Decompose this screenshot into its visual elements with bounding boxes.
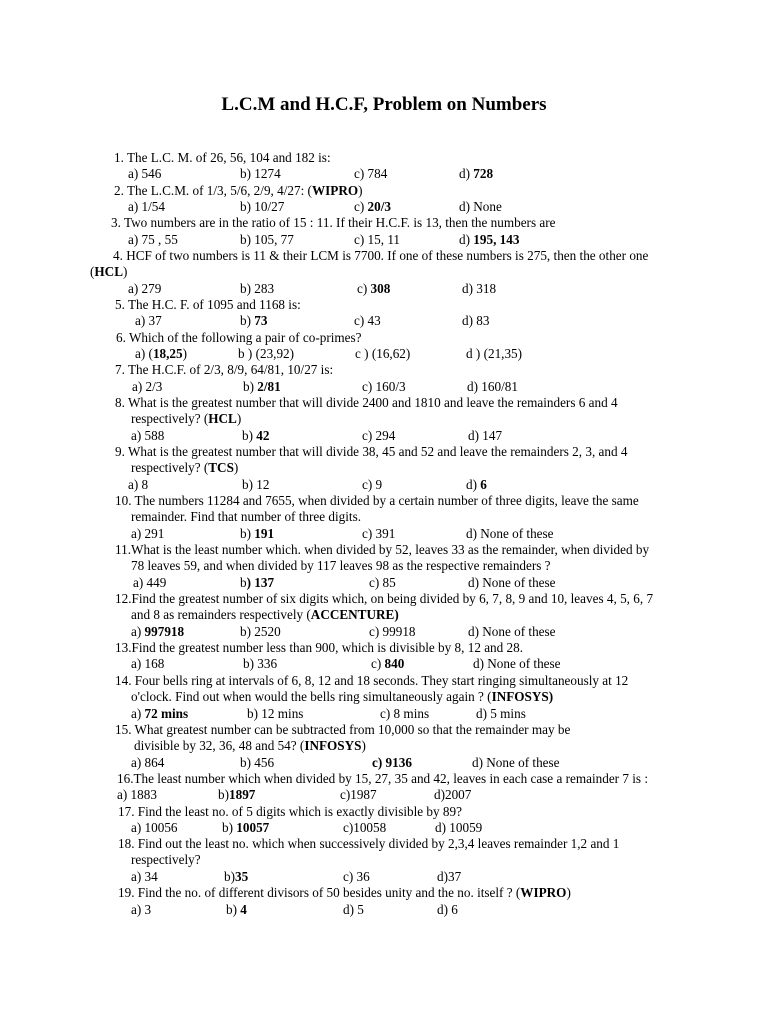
text: a) 1/54 <box>128 199 165 214</box>
question-text-8a <box>115 395 618 411</box>
answer-option-8b <box>242 428 269 444</box>
text: c) 294 <box>362 428 396 443</box>
bold-text: 20/3 <box>367 199 391 214</box>
text: a) 37 <box>135 313 162 328</box>
text: c) <box>357 281 371 296</box>
question-text-12a <box>115 591 653 607</box>
text: b) <box>218 787 229 802</box>
answer-option-10d <box>466 526 554 542</box>
bold-text: TCS <box>208 460 234 475</box>
answer-option-11b <box>240 575 274 591</box>
answer-option-14a <box>131 706 188 722</box>
question-text-4b <box>90 264 127 280</box>
question-text-9b <box>131 460 238 476</box>
answer-option-4d <box>462 281 496 297</box>
answer-option-15d <box>472 755 560 771</box>
bold-text: 840 <box>384 656 405 671</box>
text: and 8 as remainders respectively ( <box>131 607 311 622</box>
text: c) 43 <box>354 313 381 328</box>
text: b) <box>242 428 257 443</box>
answer-option-1b <box>240 166 281 182</box>
bold-text: 308 <box>370 281 391 296</box>
bold-text: HCL <box>208 411 237 426</box>
answer-option-19c <box>343 902 364 918</box>
bold-text: 2/81 <box>257 379 281 394</box>
bold-text: ACCENTURE) <box>310 607 399 622</box>
answer-option-9c <box>362 477 382 493</box>
question-text-9a <box>115 444 627 460</box>
answer-option-2a <box>128 199 165 215</box>
answer-option-1a <box>128 166 161 182</box>
answer-option-10b <box>240 526 274 542</box>
question-text-11a <box>115 542 649 558</box>
text: d) None <box>459 199 502 214</box>
text: c) 15, 11 <box>354 232 401 247</box>
question-text-18a <box>118 836 619 852</box>
text: d) 147 <box>468 428 503 443</box>
answer-option-7c <box>362 379 406 395</box>
question-text-17 <box>118 804 462 820</box>
question-text-13 <box>115 640 523 656</box>
text: a) 34 <box>131 869 158 884</box>
answer-option-15b <box>240 755 274 771</box>
text: 2. The L.C.M. of 1/3, 5/6, 2/9, 4/27: ( <box>114 183 312 198</box>
question-text-1 <box>114 150 331 166</box>
text: d ) (21,35) <box>466 346 523 361</box>
bold-text: 195, 143 <box>473 232 520 247</box>
bold-text: ) 137 <box>246 575 275 590</box>
text: a) ( <box>135 346 153 361</box>
text: b) 2520 <box>240 624 281 639</box>
text: c) 160/3 <box>362 379 406 394</box>
text: d)2007 <box>434 787 472 802</box>
bold-text: 191 <box>254 526 275 541</box>
text: c)10058 <box>343 820 387 835</box>
text: b) <box>240 313 255 328</box>
text: d) 6 <box>437 902 458 917</box>
answer-option-16c <box>340 787 377 803</box>
text: d) None of these <box>466 526 554 541</box>
text: ) <box>233 460 239 475</box>
text: d) None of these <box>473 656 561 671</box>
text: 3. Two numbers are in the ratio of 15 : 11. If their H.C.F. is 13, then the numbers are <box>111 215 556 230</box>
text: a) 546 <box>128 166 162 181</box>
text: a) 291 <box>131 526 165 541</box>
answer-option-13b <box>243 656 277 672</box>
answer-option-3d <box>459 232 519 248</box>
bold-text: INFOSYS <box>304 738 362 753</box>
answer-option-12c <box>369 624 416 640</box>
text: c) <box>354 199 368 214</box>
text: respectively? ( <box>131 460 209 475</box>
text: ) <box>358 183 363 198</box>
text: 9. What is the greatest number that will divide 38, 45 and 52 and leave the remainders 2, 3, and 4 <box>115 444 628 459</box>
question-text-16 <box>117 771 648 787</box>
text: d) <box>466 477 481 492</box>
text: 17. Find the least no. of 5 digits which is exactly divisible by 89? <box>118 804 462 819</box>
answer-option-18c <box>343 869 370 885</box>
text: b) <box>240 526 255 541</box>
text: b) 283 <box>240 281 275 296</box>
text: 6. Which of the following a pair of co-primes? <box>116 330 362 345</box>
question-text-14b <box>131 689 553 705</box>
text: a) 279 <box>128 281 162 296</box>
question-text-10b <box>131 509 361 525</box>
answer-option-1c <box>354 166 387 182</box>
question-text-19 <box>118 885 571 901</box>
bold-text: INFOSYS) <box>491 689 554 704</box>
bold-text: 728 <box>473 166 494 181</box>
answer-option-2d <box>459 199 502 215</box>
text: b) 336 <box>243 656 278 671</box>
text: c) 784 <box>354 166 388 181</box>
question-text-15a <box>115 722 570 738</box>
text: 5. The H.C. F. of 1095 and 1168 is: <box>115 297 301 312</box>
text: c) 36 <box>343 869 370 884</box>
text: a) 2/3 <box>132 379 163 394</box>
answer-option-8c <box>362 428 395 444</box>
text: b) 456 <box>240 755 275 770</box>
text: ( <box>90 264 95 279</box>
text: d) 5 mins <box>476 706 526 721</box>
bold-text: WIPRO <box>520 885 567 900</box>
text: d) None of these <box>472 755 560 770</box>
answer-option-5c <box>354 313 381 329</box>
text: 14. Four bells ring at intervals of 6, 8, 12 and 18 seconds. They start ringing simultaneously at 12 <box>115 673 629 688</box>
question-text-18b <box>131 852 201 868</box>
text: a) 75 , 55 <box>128 232 178 247</box>
text: d) 10059 <box>435 820 483 835</box>
bold-text: 72 mins <box>144 706 189 721</box>
text: b ) (23,92) <box>238 346 295 361</box>
text: a) 168 <box>131 656 165 671</box>
answer-option-10c <box>362 526 395 542</box>
text: c) 85 <box>369 575 396 590</box>
answer-option-10a <box>131 526 164 542</box>
question-text-10a <box>115 493 639 509</box>
text: c) 9 <box>362 477 383 492</box>
answer-option-4b <box>240 281 274 297</box>
answer-option-6c <box>355 346 410 362</box>
bold-text: 18,25 <box>152 346 183 361</box>
answer-option-18d <box>437 869 461 885</box>
answer-option-3c <box>354 232 400 248</box>
answer-option-7d <box>467 379 518 395</box>
bold-text: 997918 <box>144 624 185 639</box>
text: a) 3 <box>131 902 152 917</box>
text: d) 83 <box>462 313 490 328</box>
answer-option-12d <box>468 624 556 640</box>
text: ) <box>182 346 188 361</box>
text: d) 160/81 <box>467 379 518 394</box>
answer-option-3a <box>128 232 178 248</box>
answer-option-12b <box>240 624 281 640</box>
text: 18. Find out the least no. which when successively divided by 2,3,4 leaves remainder 1,2 and 1 <box>118 836 620 851</box>
answer-option-8a <box>131 428 164 444</box>
answer-option-14c <box>380 706 429 722</box>
answer-option-15c <box>372 755 412 771</box>
answer-option-16d <box>434 787 471 803</box>
text: respectively? ( <box>131 411 209 426</box>
text: ) <box>361 738 366 753</box>
bold-text: 6 <box>480 477 487 492</box>
text: d) <box>459 166 474 181</box>
page-title: L.C.M and H.C.F, Problem on Numbers <box>221 94 547 115</box>
text: a) <box>131 624 145 639</box>
answer-option-17c <box>343 820 386 836</box>
text: ) <box>566 885 571 900</box>
text: 1. The L.C. M. of 26, 56, 104 and 182 is: <box>114 150 331 165</box>
answer-option-11c <box>369 575 396 591</box>
question-text-3 <box>111 215 555 231</box>
question-text-14a <box>115 673 628 689</box>
bold-text: WIPRO <box>311 183 359 198</box>
question-text-8b <box>131 411 241 427</box>
answer-option-19a <box>131 902 151 918</box>
text: b) 12 mins <box>247 706 304 721</box>
bold-text: 35 <box>235 869 249 884</box>
answer-option-11a <box>133 575 166 591</box>
bold-text: 10057 <box>236 820 270 835</box>
text: a) 449 <box>133 575 167 590</box>
bold-text: 42 <box>256 428 270 443</box>
text: a) 864 <box>131 755 165 770</box>
text: c) 8 mins <box>380 706 430 721</box>
text: o'clock. Find out when would the bells ring simultaneously again ? ( <box>131 689 492 704</box>
answer-option-19d <box>437 902 458 918</box>
text: 4. HCF of two numbers is 11 & their LCM is 7700. If one of these numbers is 275, then the other one <box>113 248 649 263</box>
text: 19. Find the no. of different divisors of 50 besides unity and the no. itself ? ( <box>118 885 521 900</box>
text: 13.Find the greatest number less than 900, which is divisible by 8, 12 and 28. <box>115 640 524 655</box>
answer-option-17b <box>222 820 269 836</box>
answer-option-9b <box>242 477 269 493</box>
text: a) 1883 <box>117 787 157 802</box>
text: d) 5 <box>343 902 364 917</box>
answer-option-4c <box>357 281 390 297</box>
answer-option-13c <box>371 656 404 672</box>
answer-option-15a <box>131 755 164 771</box>
answer-option-3b <box>240 232 294 248</box>
question-text-11b <box>131 558 551 574</box>
text: a) <box>131 706 145 721</box>
answer-option-16a <box>117 787 157 803</box>
question-text-15b <box>134 738 366 754</box>
answer-option-14b <box>247 706 303 722</box>
answer-option-9a <box>128 477 148 493</box>
text: ) <box>236 411 242 426</box>
text: b) <box>224 869 235 884</box>
answer-option-13d <box>473 656 561 672</box>
text: c) 391 <box>362 526 396 541</box>
answer-option-1d <box>459 166 493 182</box>
text: c)1987 <box>340 787 377 802</box>
text: b) <box>226 902 241 917</box>
answer-option-18b <box>224 869 248 885</box>
text: remainder. Find that number of three digits. <box>131 509 361 524</box>
answer-option-8d <box>468 428 502 444</box>
text: 10. The numbers 11284 and 7655, when divided by a certain number of three digits, leave the same <box>115 493 639 508</box>
answer-option-16b <box>218 787 255 803</box>
bold-text: HCL <box>94 264 123 279</box>
text: b) <box>243 379 258 394</box>
text: a) 10056 <box>131 820 178 835</box>
answer-option-19b <box>226 902 247 918</box>
bold-text: 1897 <box>229 787 256 802</box>
text: d)37 <box>437 869 462 884</box>
text: respectively? <box>131 852 201 867</box>
text: ) <box>122 264 128 279</box>
text: a) 588 <box>131 428 165 443</box>
text: d) None of these <box>468 624 556 639</box>
text: d) 318 <box>462 281 497 296</box>
answer-option-6a <box>135 346 187 362</box>
answer-option-14d <box>476 706 526 722</box>
answer-option-11d <box>468 575 556 591</box>
answer-option-5a <box>135 313 162 329</box>
answer-option-4a <box>128 281 161 297</box>
answer-option-2c <box>354 199 391 215</box>
answer-option-5d <box>462 313 489 329</box>
text: d) None of these <box>468 575 556 590</box>
answer-option-12a <box>131 624 184 640</box>
text: b) 10/27 <box>240 199 285 214</box>
text: 12.Find the greatest number of six digits which, on being divided by 6, 7, 8, 9 and 10, leaves 4, 5, 6, 7 <box>115 591 654 606</box>
answer-option-7a <box>132 379 162 395</box>
question-text-12b <box>131 607 399 623</box>
text: 8. What is the greatest number that will divide 2400 and 1810 and leave the remainders 6 and 4 <box>115 395 618 410</box>
bold-text: 4 <box>240 902 247 917</box>
text: 7. The H.C.F. of 2/3, 8/9, 64/81, 10/27 is: <box>115 362 334 377</box>
answer-option-9d <box>466 477 487 493</box>
text: 78 leaves 59, and when divided by 117 leaves 98 as the respective remainders ? <box>131 558 551 573</box>
text: c ) (16,62) <box>355 346 411 361</box>
answer-option-2b <box>240 199 284 215</box>
text: 15. What greatest number can be subtracted from 10,000 so that the remainder may be <box>115 722 571 737</box>
bold-text: 73 <box>254 313 268 328</box>
answer-option-5b <box>240 313 267 329</box>
question-text-4a <box>113 248 648 264</box>
answer-option-17a <box>131 820 178 836</box>
text: b <box>240 575 247 590</box>
text: 16.The least number which when divided by 15, 27, 35 and 42, leaves in each case a remainder 7 is : <box>117 771 649 786</box>
answer-option-13a <box>131 656 164 672</box>
text: b) 105, 77 <box>240 232 294 247</box>
text: d) <box>459 232 474 247</box>
answer-option-6b <box>238 346 294 362</box>
text: c) <box>371 656 385 671</box>
answer-option-7b <box>243 379 281 395</box>
text: 11.What is the least number which. when divided by 52, leaves 33 as the remainder, when divided by <box>115 542 650 557</box>
question-text-5 <box>115 297 301 313</box>
bold-text: c) 9136 <box>372 755 412 770</box>
answer-option-18a <box>131 869 158 885</box>
answer-option-17d <box>435 820 482 836</box>
answer-option-6d <box>466 346 522 362</box>
question-text-6 <box>116 330 361 346</box>
question-text-2 <box>114 183 363 199</box>
text: b) 12 <box>242 477 270 492</box>
text: c) 99918 <box>369 624 416 639</box>
question-text-7 <box>115 362 333 378</box>
text: a) 8 <box>128 477 149 492</box>
text: b) <box>222 820 237 835</box>
text: b) 1274 <box>240 166 281 181</box>
text: divisible by 32, 36, 48 and 54? ( <box>134 738 305 753</box>
